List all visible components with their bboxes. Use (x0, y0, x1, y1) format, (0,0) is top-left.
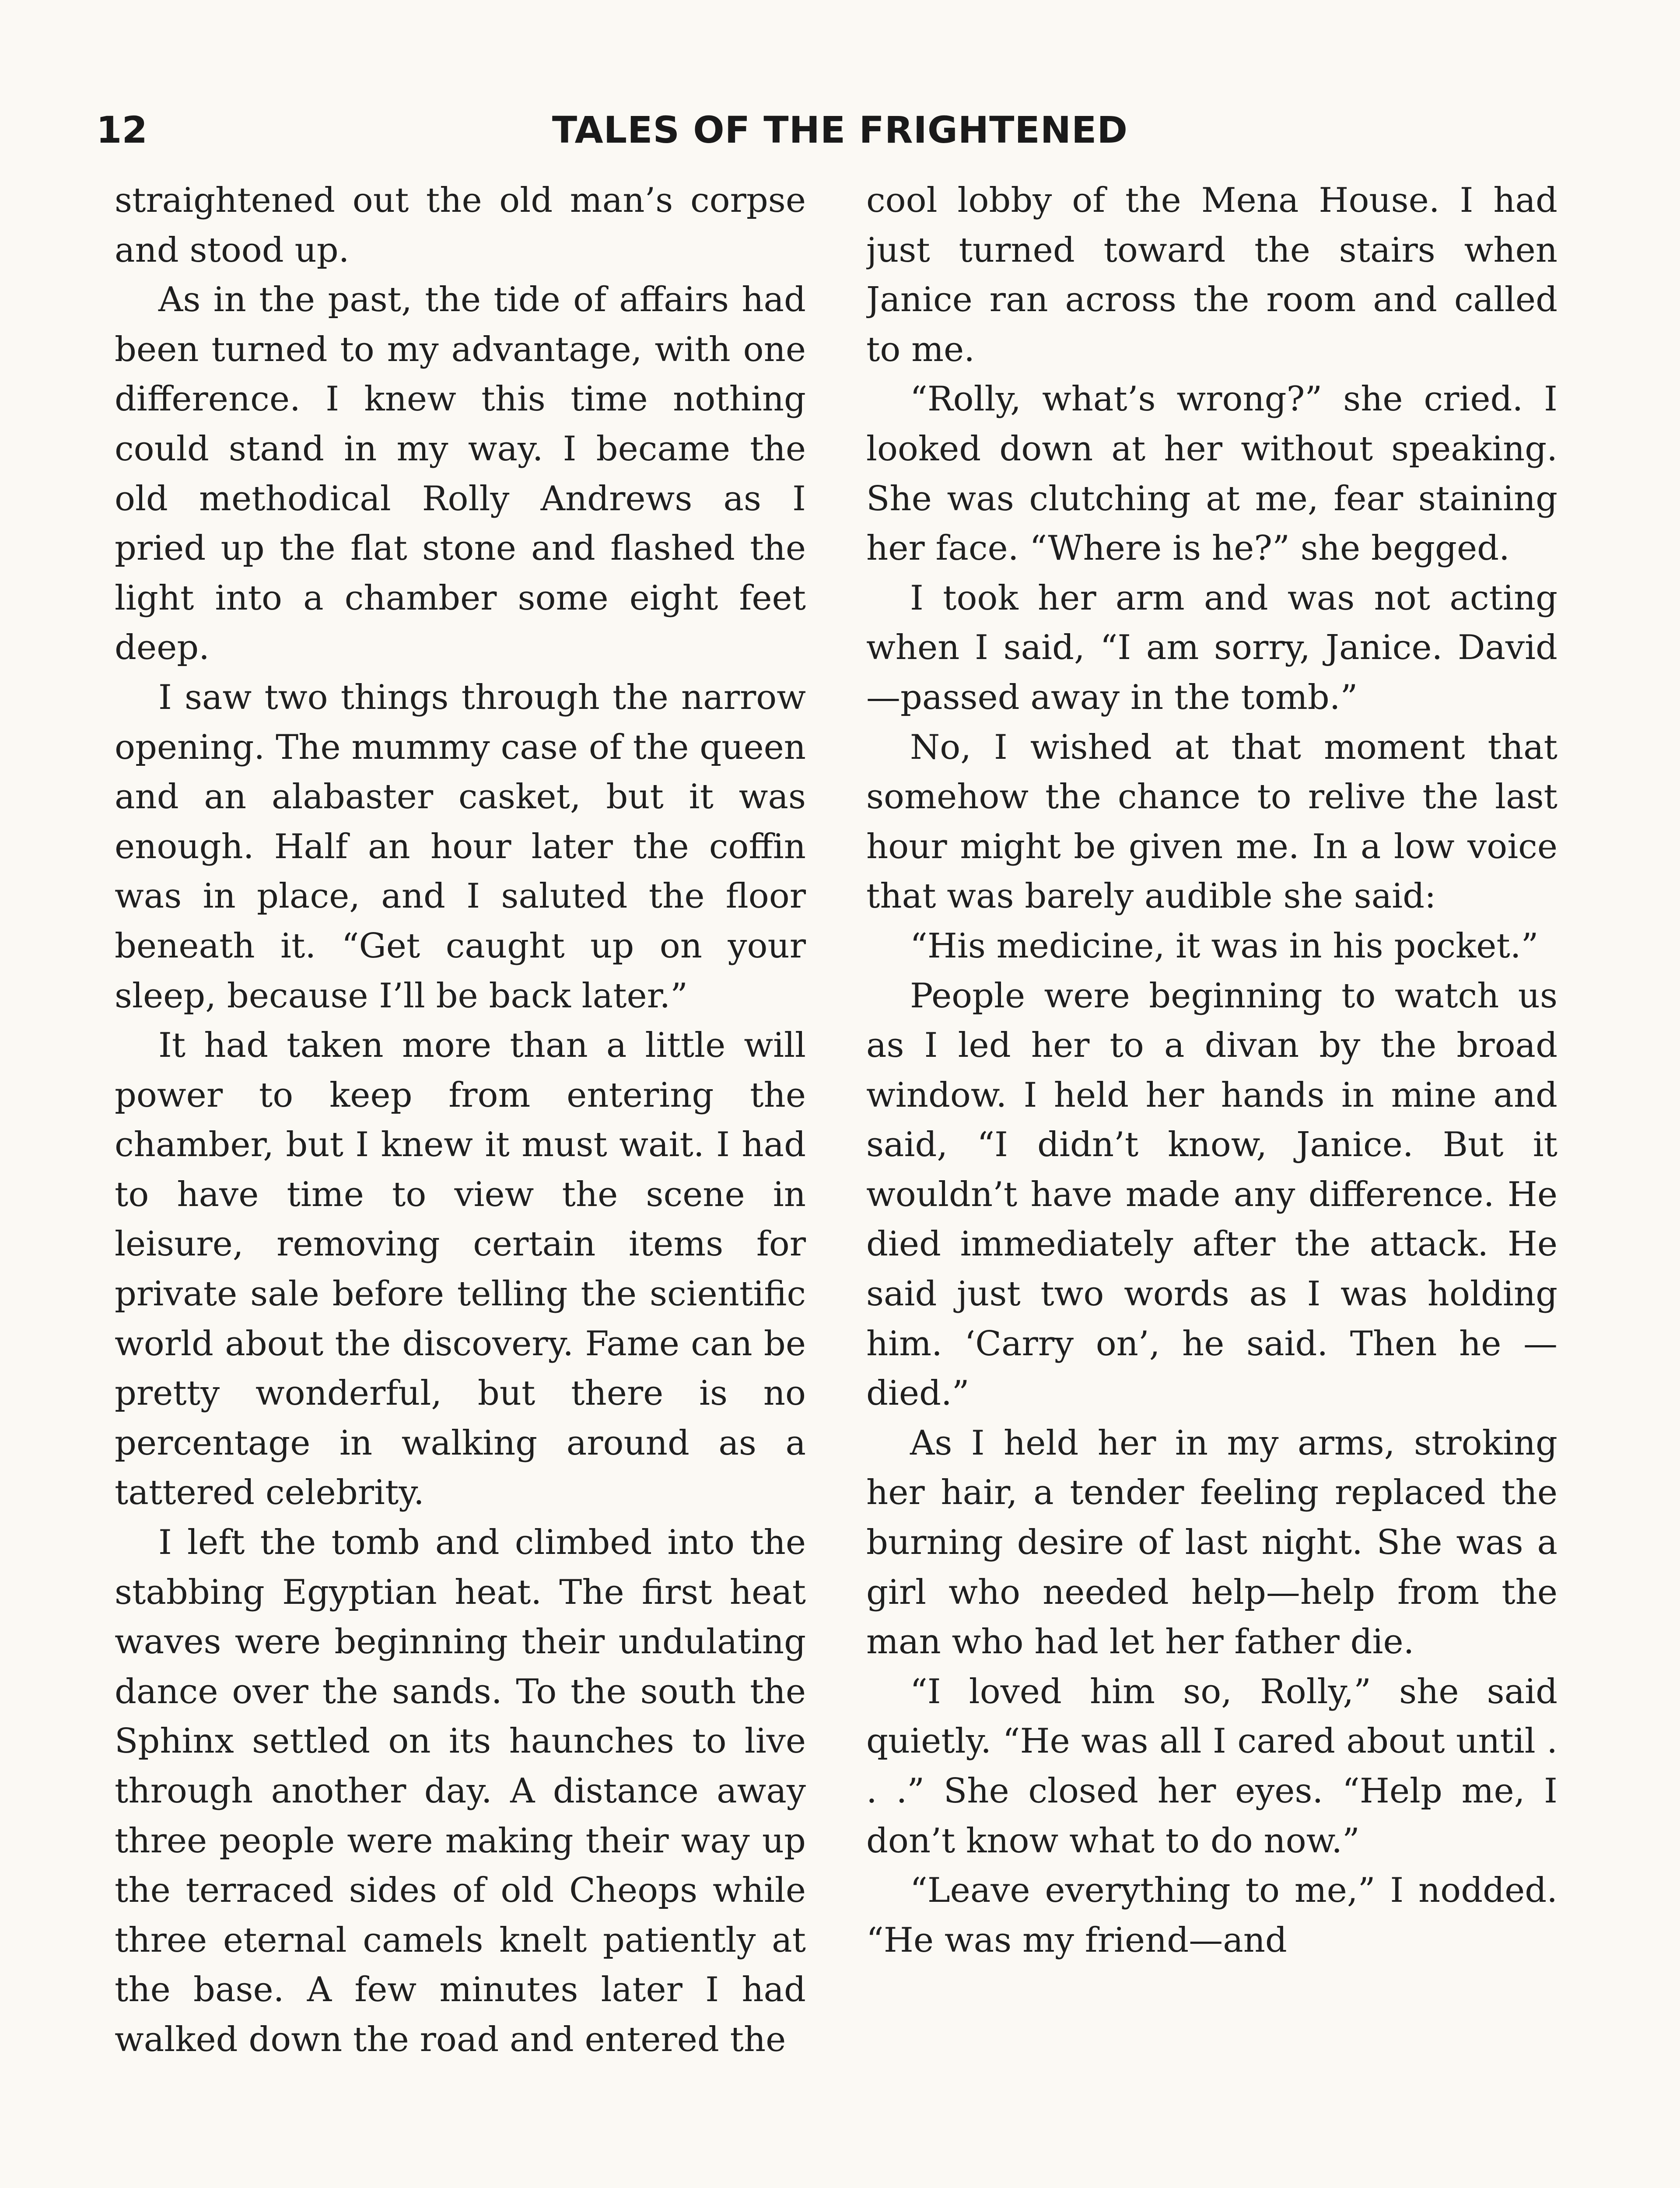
paragraph: I saw two things through the narrow opening. The mummy case of the queen and an alabaster casket, but it was enough. Half an hour later the coffin was in place, and I saluted the floor beneath it. “Get caught up on your sleep, because I’ll be back later.” (115, 677, 806, 1016)
paragraph: cool lobby of the Mena House. I had just turned toward the stairs when Janice ran across the room and called to me. (866, 181, 1558, 369)
paragraph: No, I wished at that moment that somehow the chance to relive the last hour might be given me. In a low voice that was barely audible she said: (866, 727, 1558, 916)
right-column (866, 176, 1558, 2188)
paragraph: I took her arm and was not acting when I said, “I am sorry, Janice. David—passed away in the tomb.” (866, 578, 1558, 717)
paragraph: “I loved him so, Rolly,” she said quietly. “He was all I cared about until . . .” She closed her eyes. “Help me, I don’t know what to do now.” (866, 1672, 1558, 1861)
page-number: 12 (96, 109, 147, 151)
page-header (92, 102, 1588, 158)
paragraph: “Rolly, what’s wrong?” she cried. I looked down at her without speaking. She was clutching at me, fear staining her face. “Where is he?” she begged. (866, 379, 1558, 568)
paragraph: “Leave everything to me,” I nodded. “He was my friend—and (866, 1871, 1558, 1960)
paragraph: It had taken more than a little will power to keep from entering the chamber, but I knew it must wait. I had to have time to view the scene in leisure, removing certain items for private sale before telling the scientific world about the discovery. Fame can be pretty wonderful, but there is no percentage in walking around as a tattered celebrity. (115, 1026, 806, 1513)
running-title: TALES OF THE FRIGHTENED (552, 109, 1128, 151)
paragraph: “His medicine, it was in his pocket.” (910, 926, 1539, 966)
paragraph: As in the past, the tide of affairs had been turned to my advantage, with one difference. I knew this time nothing could stand in my way. I became the old methodical Rolly Andrews as I pried up the flat stone and flashed the light into a chamber some eight feet deep. (115, 280, 806, 668)
paragraph: straightened out the old man’s corpse and stood up. (115, 181, 806, 270)
paragraph: People were beginning to watch us as I led her to a divan by the broad window. I held her hands in mine and said, “I didn’t know, Janice. But it wouldn’t have made any difference. He died immediately after the attack. He said just two words as I was holding him. ‘Carry on’, he said. Then he —died.” (866, 976, 1558, 1413)
paragraph: As I held her in my arms, stroking her hair, a tender feeling replaced the burning desire of last night. She was a girl who needed help—help from the man who had let her father die. (866, 1423, 1558, 1662)
paragraph: I left the tomb and climbed into the stabbing Egyptian heat. The first heat waves were beginning their undulating dance over the sands. To the south the Sphinx settled on its haunches to live through another day. A distance away three people were making their way up the terraced sides of old Cheops while three eternal camels knelt patiently at the base. A few minutes later I had walked down the road and entered the (115, 1523, 806, 2059)
left-column (115, 176, 806, 2188)
